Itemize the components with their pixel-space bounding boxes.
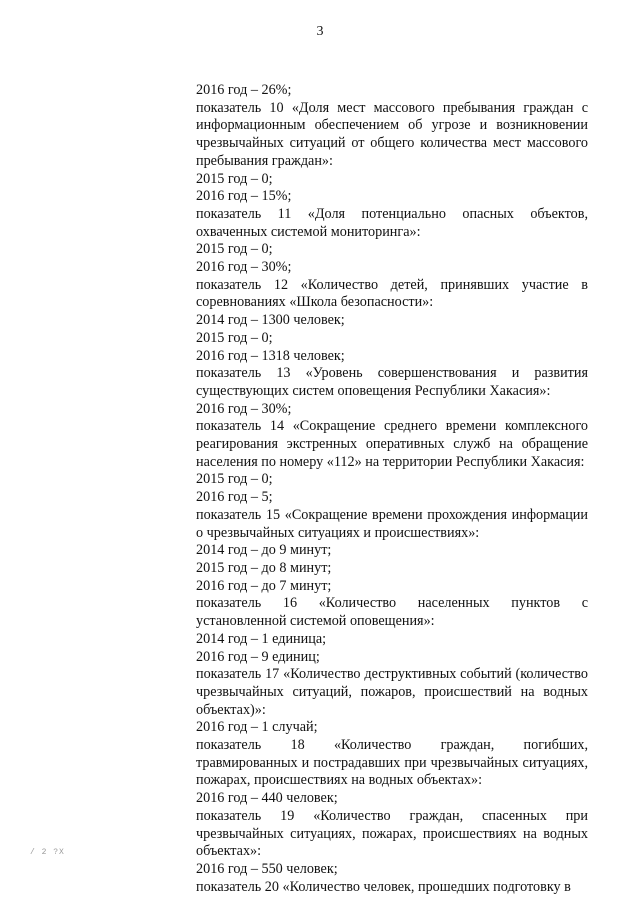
page-number: 3 xyxy=(316,24,324,39)
text-line: 2016 год – 15%; xyxy=(196,188,292,205)
text-line: 2016 год – 5; xyxy=(196,489,273,506)
text-line: 2015 год – 0; xyxy=(196,329,273,346)
text-line: 2016 год – 30%; xyxy=(196,259,292,276)
text-line: 2014 год – 1300 человек; xyxy=(196,312,345,329)
indicator-19-paragraph: показатель 19 «Количество граждан, спасенных при чрезвычайных ситуациях, пожарах, происшествиях на водных объектах»: xyxy=(196,807,588,860)
document-body xyxy=(196,82,588,896)
indicator-20-paragraph: показатель 20 «Количество человек, прошедших подготовку в xyxy=(196,878,571,895)
text-line: 2016 год – 1318 человек; xyxy=(196,347,345,364)
text-line: 2015 год – 0; xyxy=(196,170,273,187)
indicator-18-paragraph: показатель 18 «Количество граждан, погибших, травмированных и пострадавших при чрезвычайных ситуациях, пожарах, происшествиях на водных объектах»: xyxy=(196,737,588,789)
text-line: 2016 год – 440 человек; xyxy=(196,790,338,807)
indicator-14-paragraph: показатель 14 «Сокращение среднего времени комплексного реагирования экстренных оперативных служб на обращение населения по номеру «112» на территории Республики Хакасия: xyxy=(196,418,588,470)
scan-stamp: / 2 ?X xyxy=(30,848,65,857)
text-line: 2015 год – до 8 минут; xyxy=(196,559,332,576)
text-line: 2016 год – 550 человек; xyxy=(196,860,338,877)
text-line: 2015 год – 0; xyxy=(196,241,273,258)
indicator-16-paragraph: показатель 16 «Количество населенных пунктов с установленной системой оповещения»: xyxy=(196,595,588,630)
text-line: 2016 год – 9 единиц; xyxy=(196,648,320,665)
text-line: 2016 год – 1 случай; xyxy=(196,719,318,736)
text-line: 2016 год – 26%; xyxy=(196,82,292,98)
indicator-15-paragraph: показатель 15 «Сокращение времени прохождения информации о чрезвычайных ситуациях и происшествиях»: xyxy=(196,506,588,541)
text-line: 2015 год – 0; xyxy=(196,471,273,488)
indicator-10-paragraph: показатель 10 «Доля мест массового пребывания граждан с информационным обеспечением об угрозе и возникновении чрезвычайных ситуаций от общего количества мест массового пребывания граждан»: xyxy=(196,99,588,169)
text-line: 2014 год – до 9 минут; xyxy=(196,542,332,559)
indicator-12-paragraph: показатель 12 «Количество детей, принявших участие в соревнованиях «Школа безопасности»: xyxy=(196,276,588,311)
indicator-17-paragraph: показатель 17 «Количество деструктивных событий (количество чрезвычайных ситуаций, пожаров, происшествий на водных объектах)»: xyxy=(196,666,588,718)
text-line: 2016 год – до 7 минут; xyxy=(196,577,332,594)
text-line: 2016 год – 30%; xyxy=(196,400,292,417)
text-line: 2014 год – 1 единица; xyxy=(196,630,327,647)
indicator-13-paragraph: показатель 13 «Уровень совершенствования и развития существующих систем оповещения Республики Хакасия»: xyxy=(196,365,588,399)
indicator-11-paragraph: показатель 11 «Доля потенциально опасных объектов, охваченных системой мониторинга»: xyxy=(196,205,588,240)
